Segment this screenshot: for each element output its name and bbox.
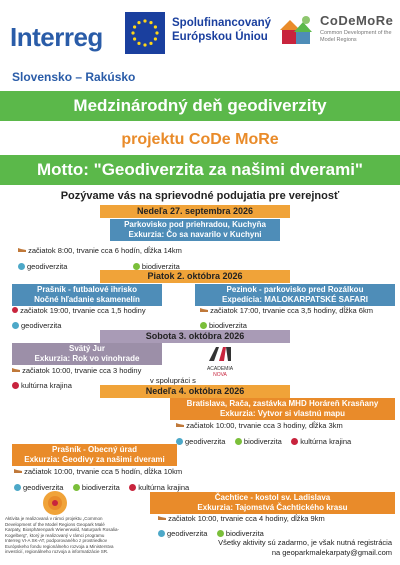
biodiverzita-tag: [73, 483, 120, 493]
bio-dot-icon: [200, 322, 207, 329]
day3-details-text: začiatok 10:00, trvanie cca 3 hodiny: [22, 366, 142, 375]
day4-event-b: [12, 444, 177, 466]
codemore-title: CoDeMoRe: [320, 13, 394, 28]
bio-dot-icon: [133, 263, 140, 270]
kulturna-krajina-tag: [291, 437, 351, 447]
shoe-icon: [158, 514, 166, 521]
academia-nova-logo: [200, 347, 240, 378]
bio-dot-icon: [73, 484, 80, 491]
day2-event-a: [12, 284, 162, 306]
bio-dot-icon: [217, 530, 224, 537]
day3-place: Svätý Jur: [68, 344, 106, 353]
eu-line2: Európskou Úniou: [172, 31, 268, 43]
eu-text: [172, 16, 271, 44]
shoe-icon: [14, 467, 22, 474]
day4a-details-text: začiatok 10:00, trvanie cca 3 hodiny, dĺžka 3km: [186, 421, 343, 430]
kulturna-krajina-tag: [12, 381, 72, 391]
day3-coop: v spolupráci s: [150, 376, 196, 385]
day4-event-a: [170, 398, 395, 420]
day2a-details-text: začiatok 19:00, trvanie cca 1,5 hodiny: [20, 306, 146, 315]
day4b-excursion: Exkurzia: Geodivy za našimi dverami: [24, 455, 165, 464]
kul-dot-icon: [129, 484, 136, 491]
academia-text: ACADEMIA: [206, 366, 234, 372]
day1-header: Nedeľa 27. septembra 2026: [100, 205, 290, 218]
geo-dot-icon: [158, 530, 165, 537]
day4-event-c: [150, 492, 395, 514]
day4c-place: Čachtice - kostol sv. Ladislava: [214, 493, 331, 502]
day4b-details-text: začiatok 10:00, trvanie cca 5 hodín, dĺžka 10km: [24, 467, 183, 476]
biodiverzita-tag: [200, 321, 247, 331]
day4a-excursion: Exkurzia: Vytvor si vlastnú mapu: [219, 409, 346, 418]
day2a-tags: [12, 316, 66, 334]
registration-email: na geoparkmalekarpaty@gmail.com: [271, 548, 392, 557]
geodiverzita-tag: [12, 321, 61, 331]
day3-tags: [12, 376, 77, 394]
day3-details: [12, 366, 141, 376]
tag-label: geodiverzita: [185, 436, 226, 446]
day4c-details-text: začiatok 10:00, trvanie cca 4 hodiny, dĺžka 9km: [168, 514, 325, 523]
funding-note: Aktivita je realizovaná v rámci projektu „Common Development of the Model Regions Geopark Malé Karpaty, Biosphärenpark Wienerwald, Naturpark Rosalia-Kogelberg", ktorý je realizovaný v rámci programu Interreg VI-A SK-AT, podporovaného z prostriedkov Európskeho fondu regionálneho rozvoja a Ministerstva investícií, regionálneho rozvoja a informatizácie SR.: [5, 516, 119, 554]
region-label: Slovensko – Rakúsko: [12, 70, 136, 84]
day2a-event: Nočné hľadanie skamenelín: [34, 295, 140, 304]
day2a-details: [12, 306, 146, 316]
day4a-place: Bratislava, Rača, zastávka MHD Horáreň Krasňany: [186, 399, 379, 408]
biodiverzita-tag: [235, 437, 282, 447]
tag-label: biodiverzita: [141, 261, 180, 271]
tag-label: geodiverzita: [167, 528, 208, 538]
kulturna-krajina-tag: [129, 483, 189, 493]
day1-event: [110, 219, 280, 241]
tag-label: kultúrna krajina: [300, 436, 352, 446]
geodiverzita-tag: [176, 437, 225, 447]
day3-excursion: Exkurzia: Rok vo vinohrade: [34, 354, 140, 363]
registration-line1: Všetky aktivity sú zadarmo, je však nutná registrácia: [218, 538, 392, 547]
day1-place: Parkovisko pod priehradou, Kuchyňa: [124, 220, 266, 229]
interreg-logo: Interreg: [10, 22, 103, 52]
geodiverzita-tag: [158, 529, 207, 539]
nova-text: NOVA: [213, 372, 227, 378]
kul-dot-icon: [291, 438, 298, 445]
codemore-subtitle: Common Development of the Model Regions: [320, 30, 392, 43]
project-title: projektu CoDe MoRe: [121, 131, 279, 148]
geodiversity-day-logo: [40, 490, 70, 516]
registration-note: [120, 538, 392, 558]
day2-header: Piatok 2. októbra 2026: [100, 270, 290, 283]
motto-banner: Motto: "Geodiverzita za našimi dverami": [0, 155, 400, 185]
tag-label: biodiverzita: [243, 436, 282, 446]
shoe-icon: [12, 366, 20, 373]
tag-label: biodiverzita: [225, 528, 264, 538]
tag-label: geodiverzita: [21, 320, 62, 330]
tag-label: biodiverzita: [81, 482, 120, 492]
tag-label: biodiverzita: [209, 320, 247, 330]
tag-label: kultúrna krajina: [138, 482, 190, 492]
shoe-icon: [176, 421, 184, 428]
day3-header: Sobota 3. októbra 2026: [100, 330, 290, 343]
day3-event: [12, 343, 162, 365]
day2b-event: Expedícia: MALOKARPATSKÉ SAFARI: [222, 295, 368, 304]
day1-details-text: začiatok 8:00, trvanie cca 6 hodín, dĺžka 14km: [28, 246, 182, 255]
kul-dot-icon: [12, 382, 19, 389]
day2a-place: Prašník - futbalové ihrisko: [36, 285, 138, 294]
day4b-details: [14, 467, 182, 477]
day2b-place: Pezinok - parkovisko pred Rozálkou: [226, 285, 364, 294]
day4c-excursion: Exkurzia: Tajomstvá Čachtického krasu: [197, 503, 348, 512]
geo-dot-icon: [18, 263, 25, 270]
invite-text: Pozývame vás na sprievodné podujatia pre verejnosť: [60, 190, 340, 202]
tag-label: geodiverzita: [27, 261, 68, 271]
geo-dot-icon: [14, 484, 21, 491]
day4c-details: [158, 514, 325, 524]
tag-label: geodiverzita: [23, 482, 64, 492]
pin-icon: [12, 307, 18, 313]
day4a-details: [176, 421, 343, 431]
biodiverzita-tag: [217, 529, 264, 539]
day1-excursion: Exkurzia: Čo sa navarilo v Kuchyni: [128, 230, 262, 239]
codemore-logo-icon: [276, 12, 316, 52]
day4a-tags: [176, 432, 356, 450]
tag-label: kultúrna krajina: [21, 380, 72, 390]
shoe-icon: [18, 246, 26, 253]
day2b-details-text: začiatok 17:00, trvanie cca 3,5 hodiny, dĺžka 6km: [210, 306, 373, 315]
day2-event-b: [195, 284, 395, 306]
eu-flag-icon: [125, 12, 165, 54]
geodiverzita-tag: [18, 262, 67, 272]
day2b-details: [200, 306, 373, 316]
geo-dot-icon: [176, 438, 183, 445]
bio-dot-icon: [235, 438, 242, 445]
shoe-icon: [200, 306, 208, 313]
day1-details: [18, 246, 182, 256]
geo-dot-icon: [12, 322, 19, 329]
main-title: Medzinárodný deň geodiverzity: [0, 91, 400, 121]
day4b-place: Prašník - Obecný úrad: [52, 445, 137, 454]
eu-line1: Spolufinancovaný: [172, 17, 272, 29]
day4-header: Nedeľa 4. októbra 2026: [100, 385, 290, 398]
